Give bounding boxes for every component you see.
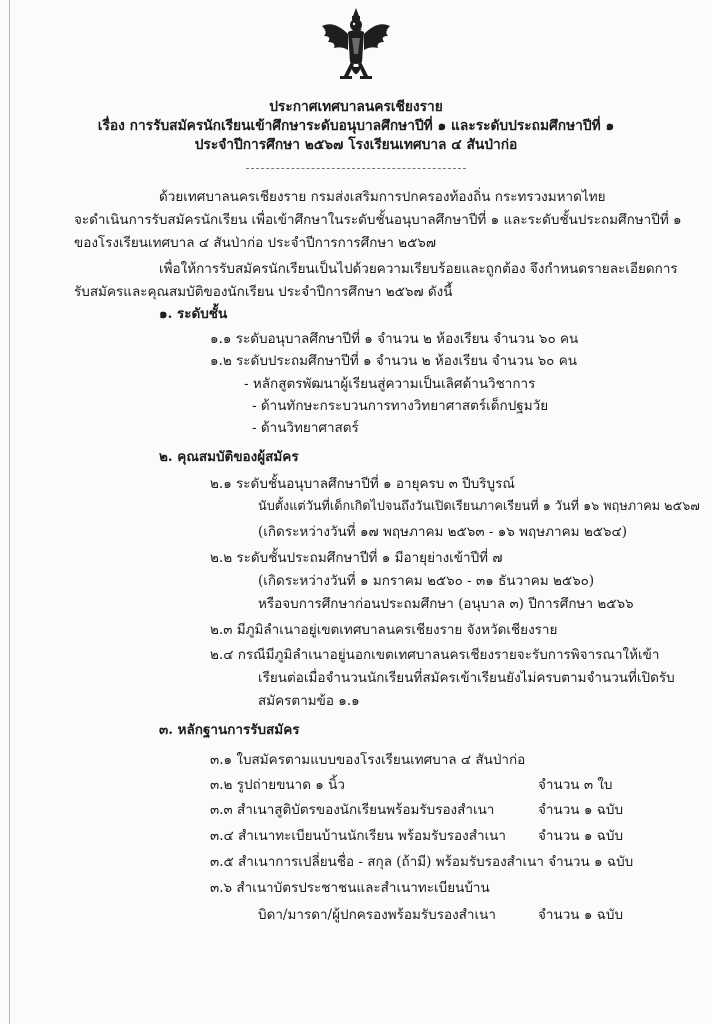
section-2-item-1-line3: (เกิดระหว่างวันที่ ๑๗ พฤษภาคม ๒๕๖๓ - ๑๖ พฤษภาคม ๒๕๖๔)	[258, 524, 627, 540]
section-3-item-1: ๓.๑ ใบสมัครตามแบบของโรงเรียนเทศบาล ๔ สันป่าก่อ	[210, 752, 526, 768]
garuda-emblem-icon	[318, 6, 394, 86]
intro-p2-line1: เพื่อให้การรับสมัครนักเรียนเป็นไปด้วยความเรียบร้อยและถูกต้อง จึงกำหนดรายละเอียดการ	[159, 261, 678, 277]
section-2-item-2-line2: (เกิดระหว่างวันที่ ๑ มกราคม ๒๕๖๐ - ๓๑ ธันวาคม ๒๕๖๐)	[258, 573, 595, 589]
section-2-item-1-line2: นับตั้งแต่วันที่เด็กเกิดไปจนถึงวันเปิดเรียนภาคเรียนที่ ๑ วันที่ ๑๖ พฤษภาคม ๒๕๖๗	[258, 498, 700, 513]
announcement-title: ประกาศเทศบาลนครเชียงราย	[269, 99, 443, 115]
section-2-item-1-line1: ๒.๑ ระดับชั้นอนุบาลศึกษาปีที่ ๑ อายุครบ ๓ ปีบริบูรณ์	[210, 476, 515, 492]
section-2-item-4-line3: สมัครตามข้อ ๑.๑	[258, 693, 360, 709]
section-2-item-4-line1: ๒.๔ กรณีมีภูมิลำเนาอยู่นอกเขตเทศบาลนครเชียงรายจะรับการพิจารณาให้เข้า	[210, 647, 660, 663]
section-2-heading: ๒. คุณสมบัติของผู้สมัคร	[159, 449, 299, 465]
section-2-item-4-line2: เรียนต่อเมื่อจำนวนนักเรียนที่สมัครเข้าเรียนยังไม่ครบตามจำนวนที่เปิดรับ	[258, 670, 675, 686]
section-1-item-2: ๑.๒ ระดับประถมศึกษาปีที่ ๑ จำนวน ๒ ห้องเรียน จำนวน ๖๐ คน	[210, 353, 577, 369]
section-1-bullet-3: - ด้านวิทยาศาสตร์	[252, 420, 359, 436]
section-3-item-2-qty: จำนวน ๓ ใบ	[538, 777, 613, 793]
section-3-item-2: ๓.๒ รูปถ่ายขนาด ๑ นิ้ว	[210, 777, 345, 793]
separator-dotted-line	[246, 168, 466, 169]
section-2-item-2-line3: หรือจบการศึกษาก่อนประถมศึกษา (อนุบาล ๓) ปีการศึกษา ๒๕๖๖	[258, 596, 634, 612]
section-3-item-6-line2: บิดา/มารดา/ผู้ปกครองพร้อมรับรองสำเนา	[258, 907, 496, 923]
section-3-item-3-qty: จำนวน ๑ ฉบับ	[538, 802, 624, 818]
intro-p1-line1: ด้วยเทศบาลนครเชียงราย กรมส่งเสริมการปกครองท้องถิ่น กระทรวงมหาดไทย	[159, 189, 606, 205]
section-3-item-3: ๓.๓ สำเนาสูติบัตรของนักเรียนพร้อมรับรองสำเนา	[210, 802, 495, 818]
section-1-heading: ๑. ระดับชั้น	[159, 306, 228, 322]
section-2-item-2-line1: ๒.๒ ระดับชั้นประถมศึกษาปีที่ ๑ มีอายุย่างเข้าปีที่ ๗	[210, 550, 503, 566]
intro-p1-line3: ของโรงเรียนเทศบาล ๔ สันป่าก่อ ประจำปีการการศึกษา ๒๕๖๗	[74, 235, 437, 251]
section-3-item-6-qty: จำนวน ๑ ฉบับ	[538, 907, 624, 923]
subject-line-2: ประจำปีการศึกษา ๒๕๖๗ โรงเรียนเทศบาล ๔ สันป่าก่อ	[194, 137, 518, 153]
section-1-bullet-1: - หลักสูตรพัฒนาผู้เรียนสู่ความเป็นเลิศด้านวิชาการ	[244, 376, 536, 392]
section-3-item-5: ๓.๕ สำเนาการเปลี่ยนชื่อ - สกุล (ถ้ามี) พร้อมรับรองสำเนา จำนวน ๑ ฉบับ	[210, 854, 634, 870]
section-3-item-4-qty: จำนวน ๑ ฉบับ	[538, 828, 624, 844]
section-3-item-4: ๓.๔ สำเนาทะเบียนบ้านนักเรียน พร้อมรับรองสำเนา	[210, 828, 506, 844]
section-1-bullet-2: - ด้านทักษะกระบวนการทางวิทยาศาสตร์เด็กปฐมวัย	[252, 398, 549, 414]
section-2-item-3: ๒.๓ มีภูมิลำเนาอยู่เขตเทศบาลนครเชียงราย จังหวัดเชียงราย	[210, 622, 558, 638]
section-3-item-6-line1: ๓.๖ สำเนาบัตรประชาชนและสำเนาทะเบียนบ้าน	[210, 880, 490, 896]
section-1-item-1: ๑.๑ ระดับอนุบาลศึกษาปีที่ ๑ จำนวน ๒ ห้องเรียน จำนวน ๖๐ คน	[210, 331, 579, 347]
section-3-heading: ๓. หลักฐานการรับสมัคร	[159, 722, 300, 738]
intro-p1-line2: จะดำเนินการรับสมัครนักเรียน เพื่อเข้าศึกษาในระดับชั้นอนุบาลศึกษาปีที่ ๑ และระดับชั้นประถมศึกษาปีที่ ๑	[74, 212, 682, 228]
intro-p2-line2: รับสมัครและคุณสมบัติของนักเรียน ประจำปีการศึกษา ๒๕๖๗ ดังนี้	[74, 284, 453, 300]
subject-line-1: เรื่อง การรับสมัครนักเรียนเข้าศึกษาระดับอนุบาลศึกษาปีที่ ๑ และระดับประถมศึกษาปีที่ ๑	[97, 118, 615, 134]
